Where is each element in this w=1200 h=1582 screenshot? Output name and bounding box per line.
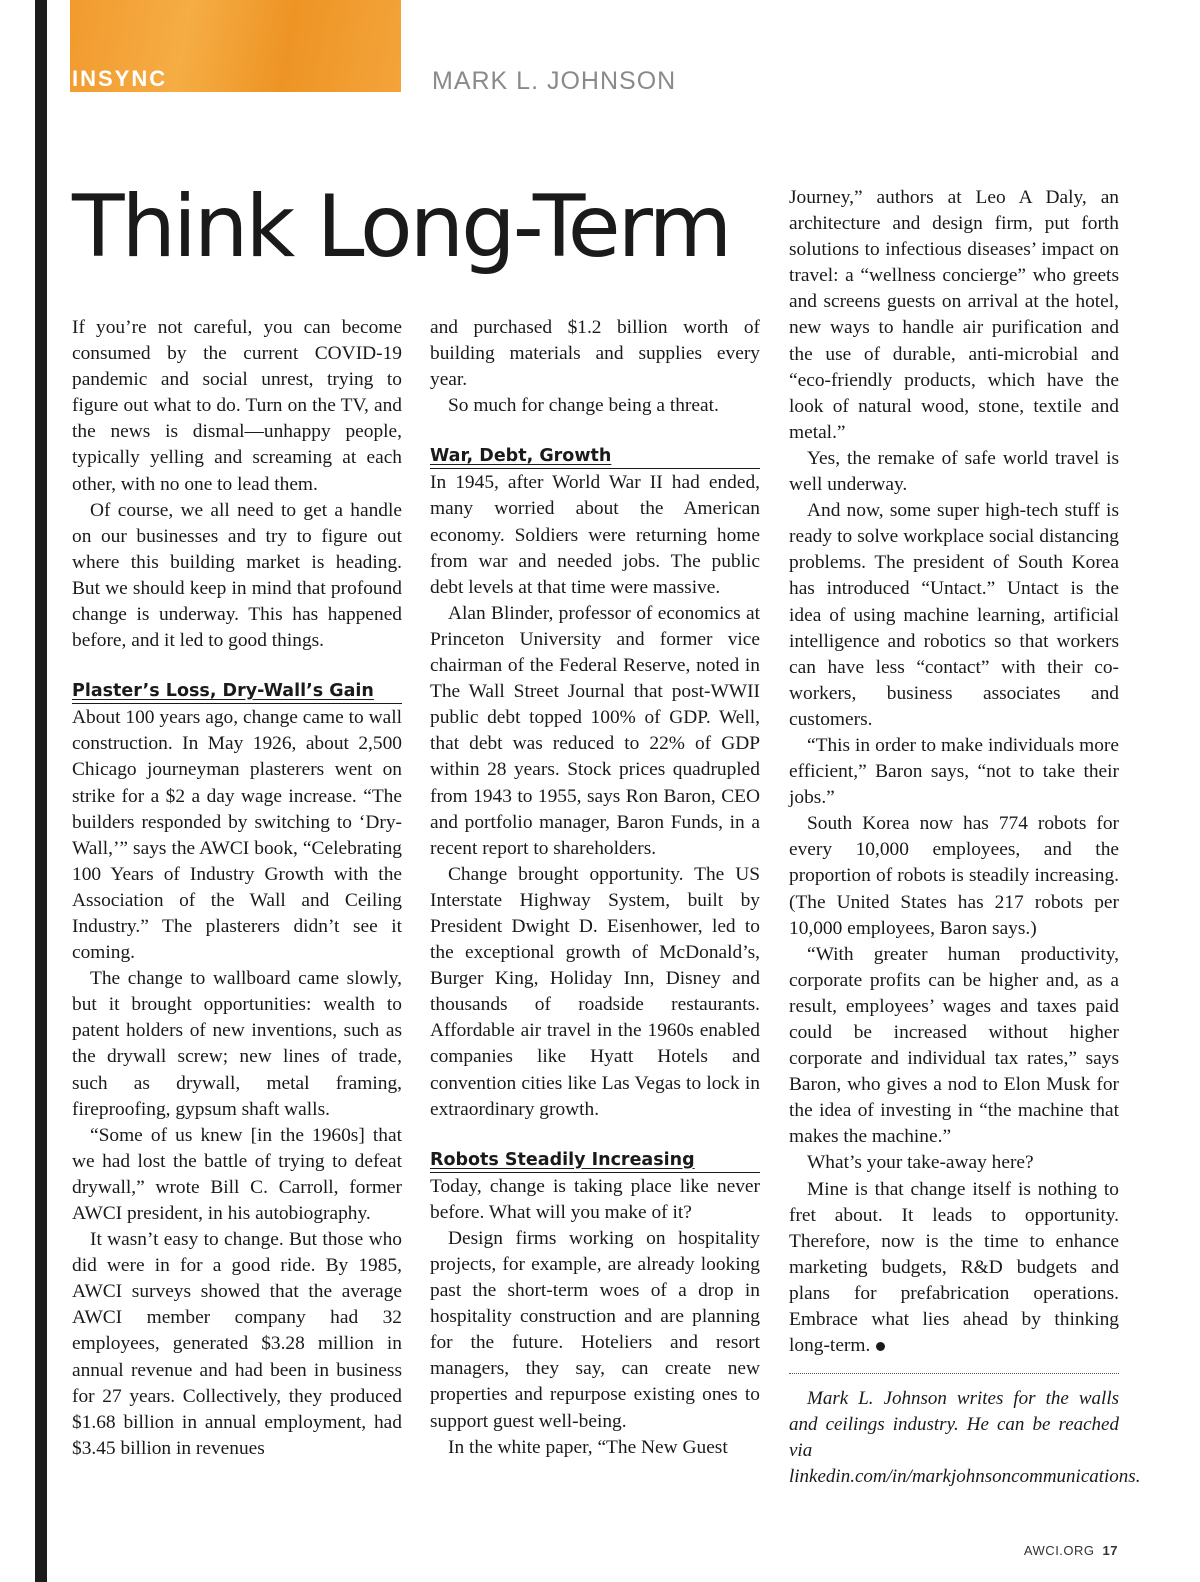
paragraph: About 100 years ago, change came to wall construction. In May 1926, about 2,500 Chicago journeyman plasterers went on strike for a $2 a day wage increase. “The builders responded by switching to ‘Dry-Wall,’” says the AWCI book, “Celebrating 100 Years of Industry Growth with the Association of the Wall and Ceiling Industry.” The plasterers didn’t see it coming. [72, 707, 402, 964]
article-title: Think Long-Term [72, 177, 730, 277]
final-text: Mine is that change itself is nothing to fret about. It leads to opportunity. Therefore, now is the time to enhance marketing budgets, R&D budgets and plans for prefabrication operations. Embrace what lies ahead by thinking long-term. [789, 1178, 1119, 1357]
paragraph: Alan Blinder, professor of economics at Princeton University and former vice chairman of the Federal Reserve, noted in The Wall Street Journal that post-WWII public debt topped 100% of GDP. Well, that debt was reduced to 22% of GDP within 28 years. Stock prices quadrupled from 1943 to 1955, says Ron Baron, CEO and portfolio manager, Baron Funds, in a recent report to shareholders. [430, 602, 760, 859]
divider [789, 1373, 1119, 1374]
paragraph: and purchased $1.2 billion worth of building materials and supplies every year. [430, 317, 760, 391]
paragraph: Change brought opportunity. The US Interstate Highway System, built by President Dwight D. Eisenhower, led to the exceptional growth of McDonald’s, Burger King, Holiday Inn, Disney and thousands of roadside restaurants. Affordable air travel in the 1960s enabled companies like Hyatt Hotels and convention cities like Las Vegas to lock in extraordinary growth. [430, 863, 760, 1120]
paragraph: South Korea now has 774 robots for every 10,000 employees, and the proportion of robots is steadily increasing. (The United States has 217 robots per 10,000 employees, Baron says.) [789, 813, 1119, 939]
end-mark-icon [876, 1342, 885, 1351]
subheading: Plaster’s Loss, Dry-Wall’s Gain [72, 680, 402, 704]
section-label: INSYNC [72, 66, 167, 94]
paragraph: It wasn’t easy to change. But those who did were in for a good ride. By 1985, AWCI surveys showed that the average AWCI member company had 32 employees, generated $3.28 million in annual revenue and had been in business for 27 years. Collectively, they produced $1.68 billion in annual employment, had $3.45 billion in revenues [72, 1229, 402, 1459]
paragraph: Today, change is taking place like never before. What will you make of it? [430, 1175, 760, 1223]
paragraph: And now, some super high-tech stuff is ready to solve workplace social distancing problems. The president of South Korea has introduced “Untact.” Untact is the idea of using machine learning, artificial intelligence and robotics so that workers can have less “contact” with their co-workers, business associates and customers. [789, 500, 1119, 730]
subheading: War, Debt, Growth [430, 445, 760, 469]
paragraph: In 1945, after World War II had ended, many worried about the American economy. Soldiers were returning home from war and needed jobs. The public debt levels at that time were massive. [430, 472, 760, 598]
paragraph: Yes, the remake of safe world travel is well underway. [789, 447, 1119, 496]
column-1 [72, 315, 402, 1462]
paragraph: So much for change being a threat. [448, 395, 719, 417]
paragraph: The change to wallboard came slowly, but it brought opportunities: wealth to patent holders of new inventions, such as the drywall screw; new lines of trade, such as drywall, metal framing, fireproofing, gypsum shaft walls. [72, 968, 402, 1120]
paragraph: “Some of us knew [in the 1960s] that we had lost the battle of trying to defeat drywall,” wrote Bill C. Carroll, former AWCI president, in his autobiography. [72, 1124, 402, 1224]
paragraph: “With greater human productivity, corporate profits can be higher and, as a result, employees’ wages and taxes paid could be increased without higher corporate and individual tax rates,” says Baron, who gives a nod to Elon Musk for the idea of investing in “the machine that makes the machine.” [789, 943, 1119, 1148]
footer-site: AWCI.ORG [1023, 1543, 1095, 1558]
author-bio: Mark L. Johnson writes for the walls and ceilings industry. He can be reached via linkedin.com/in/markjohnsoncommunications. [789, 1388, 1141, 1488]
left-edge-bar [35, 0, 47, 1582]
subheading: Robots Steadily Increasing [430, 1149, 760, 1173]
paragraph: Of course, we all need to get a handle on our businesses and try to figure out where this building market is heading. But we should keep in mind that profound change is underway. This has happened before, and it led to good things. [72, 499, 402, 652]
paragraph: “This in order to make individuals more efficient,” Baron says, “not to take their jobs.” [789, 734, 1119, 809]
column-3 [789, 185, 1141, 1490]
paragraph: Journey,” authors at Leo A Daly, an architecture and design firm, put forth solutions to infectious diseases’ impact on travel: a “wellness concierge” who greets and screens guests on arrival at the hotel, new ways to handle air purification and the use of durable, anti-microbial and “eco-friendly products, which have the look of natural wood, stone, textile and metal.” [789, 187, 1119, 443]
paragraph: If you’re not careful, you can become consumed by the current COVID-19 pandemic and social unrest, trying to figure out what to do. Turn on the TV, and the news is dismal—unhappy people, typically yelling and screaming at each other, with no one to lead them. [72, 317, 402, 495]
paragraph-final [789, 1177, 1119, 1360]
paragraph: In the white paper, “The New Guest [448, 1436, 728, 1458]
page-footer [1024, 1543, 1118, 1558]
column-2 [430, 315, 760, 1461]
author-name: MARK L. JOHNSON [432, 67, 677, 95]
page-number: 17 [1102, 1543, 1118, 1558]
paragraph: Design firms working on hospitality projects, for example, are already looking past the short-term woes of a drop in hospitality construction and are planning for the future. Hoteliers and resort managers, they say, can create new properties and repurpose existing ones to support guest well-being. [430, 1227, 760, 1432]
paragraph: What’s your take-away here? [807, 1152, 1034, 1174]
